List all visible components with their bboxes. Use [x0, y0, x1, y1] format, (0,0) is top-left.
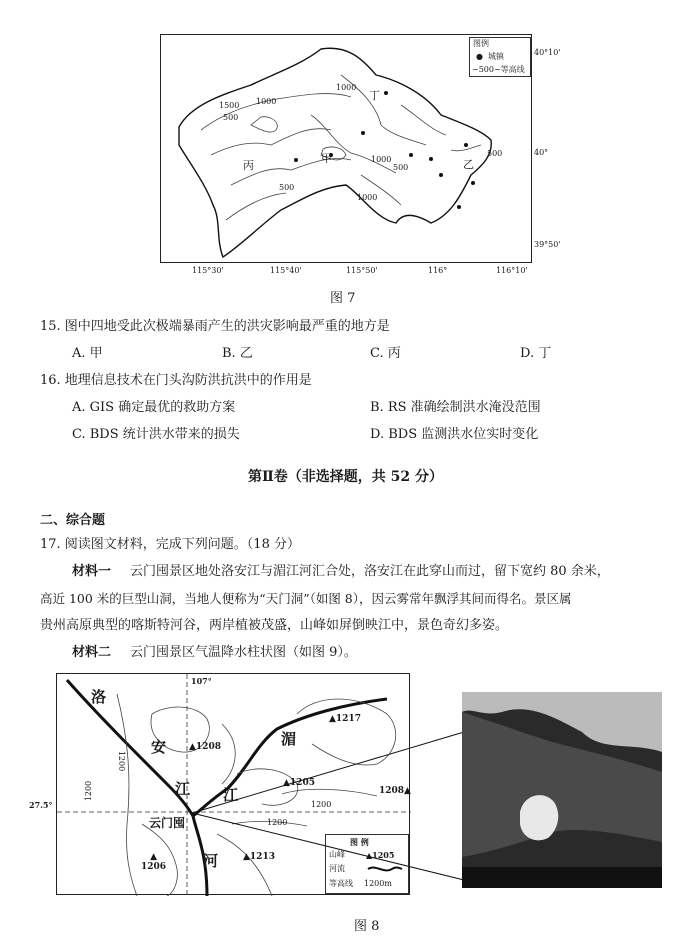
- contour-label: 1000: [336, 83, 357, 92]
- q17-stem: 17. 阅读图文材料，完成下列问题。（18 分）: [40, 537, 300, 552]
- place-yi: 乙: [463, 158, 474, 171]
- q15-option-d: D. 丁: [520, 346, 552, 361]
- contour-label: 500: [487, 149, 503, 158]
- contour-label: 1200: [311, 800, 332, 809]
- peak-1205: ▲1205: [283, 778, 315, 788]
- peak-1206: ▲ 1206: [141, 852, 167, 872]
- lon-label: 116°: [428, 266, 448, 275]
- contour-label: 1500: [219, 101, 240, 110]
- lon-label: 115°40': [270, 266, 302, 275]
- lat-label: 40°10': [534, 48, 561, 57]
- peak-1208-a: ▲1208: [189, 742, 221, 752]
- contour-label: 1000: [256, 97, 277, 106]
- place-bing: 丙: [243, 159, 254, 172]
- lon-label: 116°10': [496, 266, 528, 275]
- fig8-legend-river: 河流: [329, 864, 345, 873]
- material-1-line-2: 高近 100 米的巨型山洞，当地人便称为“天门洞”（如图 8），因云雾常年飘浮其间而得名。景区属: [40, 591, 572, 606]
- q15-option-a: A. 甲: [72, 346, 103, 361]
- part-2-heading: 二、综合题: [40, 513, 106, 528]
- contour-label: 500: [279, 183, 295, 192]
- material-1-line-3: 贵州高原典型的喀斯特河谷，两岸植被茂盛，山峰如屏倒映江中，景色奇幻多姿。: [40, 618, 509, 633]
- river-label-jiang-2: 江: [223, 786, 239, 804]
- peak-1213: ▲1213: [243, 852, 275, 862]
- fig8-legend-peak-sample: ▲1205: [366, 850, 395, 860]
- contour-label: 1200: [267, 818, 288, 827]
- figure-7-caption: 图 7: [330, 291, 356, 306]
- fig8-legend-contour-sample: 1200m: [364, 879, 392, 888]
- lat-label: 39°50': [534, 240, 561, 249]
- longitude-label: 107°: [191, 676, 212, 686]
- contour-label: 500: [223, 113, 239, 122]
- peak-1208-b: 1208▲: [379, 786, 411, 796]
- scenic-area-label: 云门囤: [149, 816, 186, 830]
- material-1-line-1: 云门囤景区地处洛安江与湄江河汇合处，洛安江在此穿山而过，留下宽约 80 余米，: [130, 564, 610, 579]
- q16-option-a: A. GIS 确定最优的救助方案: [72, 400, 236, 415]
- q16-stem: 16. 地理信息技术在门头沟防洪抗洪中的作用是: [40, 373, 312, 388]
- latitude-label: 27.5°: [29, 800, 53, 810]
- fig7-legend-contour: ~500~等高线: [472, 65, 525, 74]
- peak-1217: ▲1217: [329, 714, 361, 724]
- q16-option-c: C. BDS 统计洪水带来的损失: [72, 427, 240, 442]
- contour-label: 500: [393, 163, 409, 172]
- q15-option-c: C. 丙: [370, 346, 401, 361]
- fig8-legend-peak: 山峰: [329, 850, 345, 859]
- figure-8-caption: 图 8: [354, 919, 380, 934]
- river-label-mei: 湄: [281, 730, 297, 748]
- lon-label: 115°50': [346, 266, 378, 275]
- fig7-legend-town-symbol: ●: [476, 52, 483, 61]
- contour-label: 1000: [371, 155, 392, 164]
- river-label-jiang-1: 江: [175, 780, 191, 798]
- fig8-legend-title: 图 例: [350, 837, 369, 847]
- material-2-label: 材料二: [72, 645, 112, 660]
- fig8-legend-contour: 等高线: [329, 879, 353, 888]
- q15-option-b: B. 乙: [222, 346, 253, 361]
- lon-label: 115°30': [192, 266, 224, 275]
- place-ding: 丁: [369, 89, 380, 102]
- river-label-an: 安: [151, 738, 167, 756]
- place-jia: 甲: [321, 152, 332, 165]
- material-1-label: 材料一: [72, 564, 112, 579]
- q16-option-d: D. BDS 监测洪水位实时变化: [370, 427, 539, 442]
- fig7-legend-town: 城镇: [488, 52, 504, 61]
- material-2-text: 云门囤景区气温降水柱状图（如图 9）。: [130, 645, 357, 660]
- q16-option-b: B. RS 准确绘制洪水淹没范围: [370, 400, 541, 415]
- contour-label: 1200: [84, 780, 94, 802]
- contour-label: 1000: [357, 193, 378, 202]
- contour-label: 1200: [117, 750, 127, 772]
- fig7-legend-title: 图例: [473, 39, 489, 48]
- lat-label: 40°: [534, 148, 549, 157]
- tianmen-cave-photo: [462, 692, 662, 888]
- section-2-title: 第Ⅱ卷（非选择题，共 52 分）: [248, 469, 444, 485]
- river-label-he: 河: [203, 852, 219, 870]
- river-label-luo: 洛: [91, 688, 107, 706]
- q15-stem: 15. 图中四地受此次极端暴雨产生的洪灾影响最严重的地方是: [40, 319, 390, 334]
